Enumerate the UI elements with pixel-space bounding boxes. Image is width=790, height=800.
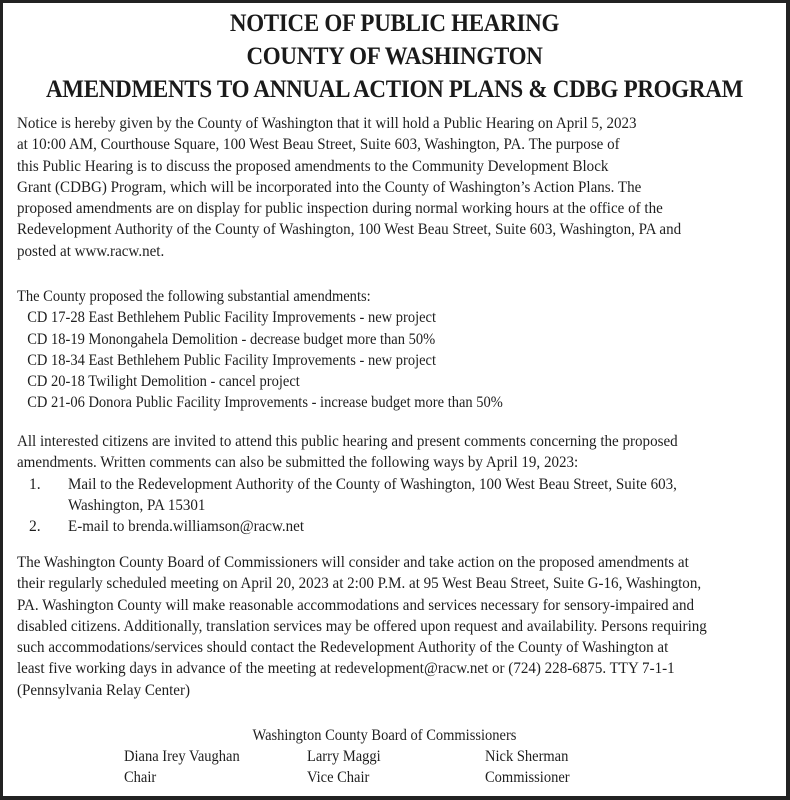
notice-subject-title: AMENDMENTS TO ANNUAL ACTION PLANS & CDBG PROGRAM — [45, 76, 744, 103]
notice-title: NOTICE OF PUBLIC HEARING — [229, 10, 560, 37]
paragraph-line: disabled citizens. Additionally, translation services may be offered upon request and availability. Persons requiring — [17, 617, 707, 635]
signature-block — [3, 725, 786, 788]
amendment-item: CD 17-28 East Bethlehem Public Facility Improvements - new project — [27, 309, 437, 327]
paragraph-line: least five working days in advance of the meeting at redevelopment@racw.net or (724) 228-6875. TTY 7-1-1 — [17, 660, 675, 678]
commissioner-signature — [307, 746, 381, 788]
list-text — [68, 474, 776, 517]
paragraph-line: Redevelopment Authority of the County of Washington, 100 West Beau Street, Suite 603, Washington, PA and — [17, 221, 682, 239]
submission-method-mail — [17, 474, 776, 517]
comments-invitation-section — [17, 431, 776, 537]
commissioners-list — [3, 746, 786, 788]
amendments-intro: The County proposed the following substantial amendments: — [17, 288, 371, 305]
paragraph-line: proposed amendments are on display for public inspection during normal working hours at the office of the — [17, 200, 663, 218]
paragraph-line: this Public Hearing is to discuss the proposed amendments to the Community Development Block — [17, 157, 609, 175]
commissioner-name: Nick Sherman — [485, 748, 569, 765]
commissioner-name: Larry Maggi — [307, 748, 381, 765]
board-meeting-paragraph — [17, 552, 776, 701]
paragraph-line: Grant (CDBG) Program, which will be incorporated into the County of Washington’s Action Plans. The — [17, 178, 642, 196]
hearing-announcement-paragraph — [17, 113, 776, 262]
submission-method-email — [17, 516, 776, 537]
commissioner-signature — [485, 746, 570, 788]
email-line: E-mail to brenda.williamson@racw.net — [68, 518, 305, 536]
paragraph-line: such accommodations/services should contact the Redevelopment Authority of the County of Washington at — [17, 639, 669, 657]
commissioner-title: Vice Chair — [307, 769, 370, 786]
amendment-item: CD 18-19 Monongahela Demolition - decrease budget more than 50% — [27, 330, 436, 348]
commissioner-title: Commissioner — [485, 769, 570, 786]
amendment-item: CD 20-18 Twilight Demolition - cancel project — [27, 373, 300, 391]
commissioner-signature — [124, 746, 240, 788]
paragraph-line: at 10:00 AM, Courthouse Square, 100 West Beau Street, Suite 603, Washington, PA. The purpose of — [17, 136, 620, 154]
paragraph-line: Notice is hereby given by the County of Washington that it will hold a Public Hearing on April 5, 2023 — [17, 115, 637, 132]
board-name: Washington County Board of Commissioners — [252, 727, 517, 744]
notice-header — [3, 7, 786, 106]
commissioner-title: Chair — [124, 769, 157, 786]
list-number: 2. — [29, 518, 41, 536]
notice-county-title: COUNTY OF WASHINGTON — [246, 43, 543, 70]
commissioner-name: Diana Irey Vaughan — [124, 748, 240, 765]
amendments-section — [17, 286, 776, 414]
paragraph-line: The Washington County Board of Commissioners will consider and take action on the proposed amendments at — [17, 554, 689, 571]
mail-address-line: Washington, PA 15301 — [68, 496, 206, 514]
paragraph-line: amendments. Written comments can also be submitted the following ways by April 19, 2023: — [17, 454, 579, 472]
list-number: 1. — [29, 475, 41, 493]
amendment-item: CD 18-34 East Bethlehem Public Facility Improvements - new project — [27, 351, 437, 369]
paragraph-line: (Pennsylvania Relay Center) — [17, 681, 191, 699]
website-line: posted at www.racw.net. — [17, 242, 165, 260]
paragraph-line: their regularly scheduled meeting on April 20, 2023 at 2:00 P.M. at 95 West Beau Street, Suite G-16, Washington, — [17, 575, 702, 593]
paragraph-line: All interested citizens are invited to attend this public hearing and present comments concerning the proposed — [17, 433, 678, 450]
amendment-item: CD 21-06 Donora Public Facility Improvements - increase budget more than 50% — [27, 394, 503, 412]
paragraph-line: PA. Washington County will make reasonable accommodations and services necessary for sensory-impaired and — [17, 596, 695, 614]
mail-address-line: Mail to the Redevelopment Authority of the County of Washington, 100 West Beau Street, Suite 603, — [68, 475, 677, 493]
list-text — [68, 516, 776, 537]
